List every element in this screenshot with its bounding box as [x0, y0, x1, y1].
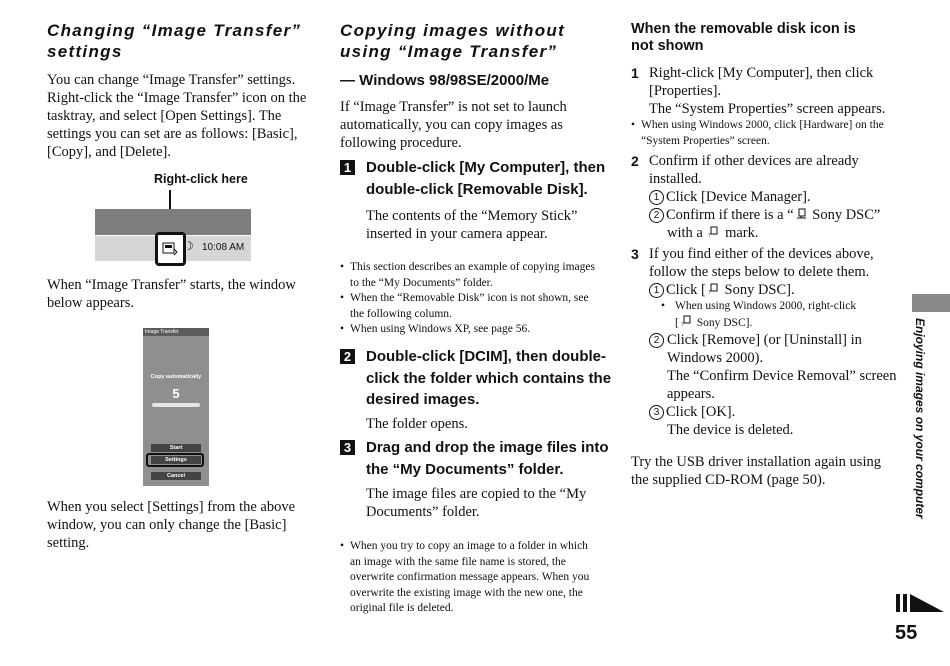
circled-number: 1: [649, 283, 664, 298]
window-title: Image Transfer: [145, 329, 179, 335]
progress-bar: [152, 403, 200, 407]
note-item: • This section describes an example of copying images to the “My Documents” folder.: [340, 260, 598, 291]
intro-paragraph: If “Image Transfer” is not set to launch automatically, you can copy images as following procedure.: [340, 99, 567, 151]
svg-text:?: ?: [680, 321, 684, 327]
window-titlebar: [143, 328, 209, 336]
step-1: [631, 64, 911, 118]
circled-number: 2: [649, 208, 664, 223]
substep-text: Click [Device Manager].: [666, 189, 811, 205]
step-number: 2: [631, 153, 639, 169]
chapter-label-text: Enjoying images on your computer: [913, 318, 927, 519]
title-line: settings: [47, 42, 123, 61]
settings-note: When you select [Settings] from the above window, you can only change the [Basic] setting.: [47, 499, 296, 551]
device-name: Sony DSC”: [808, 207, 881, 223]
os-subheading: — Windows 98/98SE/2000/Me: [340, 72, 550, 89]
step-1-notes: [340, 260, 598, 338]
substep-text: Confirm if there is a “: [666, 207, 794, 223]
footer-paragraph: Try the USB driver installation again using the supplied CD-ROM (page 50).: [631, 454, 881, 488]
note-item: • When the “Removable Disk” icon is not shown, see the following column.: [340, 291, 598, 322]
step-3: [631, 245, 911, 439]
step-body: The folder opens.: [366, 415, 468, 432]
start-button[interactable]: Start: [151, 444, 201, 452]
step-text: Right-click [My Computer], then click [Properties].: [649, 65, 874, 99]
substep: [649, 403, 911, 421]
countdown-number: 5: [172, 386, 180, 401]
transfer-icon: [162, 240, 178, 256]
substep-text: with a: [667, 225, 703, 241]
step-result: The “System Properties” screen appears.: [649, 101, 886, 117]
circled-number: 2: [649, 333, 664, 348]
settings-button[interactable]: Settings: [151, 456, 201, 464]
title-line: When the removable disk icon is: [631, 21, 856, 37]
intro-paragraph: You can change “Image Transfer” settings. Right-click the “Image Transfer” icon on the tasktray, and select [Open Settings]. The settings you can set are as follows: [Basic], [Copy], and [Delete].: [47, 72, 307, 160]
circled-number: 3: [649, 405, 664, 420]
title-line: using “Image Transfer”: [340, 42, 558, 61]
cancel-button[interactable]: Cancel: [151, 472, 201, 480]
svg-text:?: ?: [708, 233, 712, 238]
circled-number: 1: [649, 190, 664, 205]
substep-cont: [649, 224, 911, 242]
device-icon: [681, 315, 692, 327]
next-page-icon: [896, 592, 946, 614]
step-1-note: • When using Windows 2000, click [Hardware] on the “System Properties” screen.: [631, 118, 891, 149]
svg-text:?: ?: [707, 290, 711, 295]
step-2: [340, 346, 624, 433]
step-body: The image files are copied to the “My Documents” folder.: [366, 486, 587, 520]
substep-text: Click [Remove] (or [Uninstall] in Windows 2000).: [667, 332, 862, 366]
step-number: 1: [340, 160, 355, 175]
image-transfer-window: [143, 328, 209, 486]
step-number: 2: [340, 349, 355, 364]
note-item: • When you try to copy an image to a folder in which an image with the same file name is stored, the overwrite confirmation message appears. When you overwrite the existing image with the new one, the original file is deleted.: [340, 539, 598, 617]
step-3: [340, 437, 624, 521]
device-name: Sony DSC].: [693, 316, 753, 329]
bracket: [: [675, 316, 679, 329]
note-item: • When using Windows XP, see page 56.: [340, 322, 598, 338]
page-number: 55: [895, 622, 918, 644]
step-title: Double-click [My Computer], then double-click [Removable Disk].: [366, 159, 606, 198]
note-text-line2: [675, 315, 911, 332]
step-title: Double-click [DCIM], then double-click the folder which contains the desired images.: [366, 348, 612, 408]
tasktray-bar: [95, 235, 251, 261]
speaker-icon: ☽: [183, 239, 194, 253]
device-icon: [796, 208, 807, 220]
section-title: [47, 20, 317, 62]
title-line: not shown: [631, 38, 704, 54]
substep: [649, 281, 911, 299]
window-intro: When “Image Transfer” starts, the window below appears.: [47, 277, 296, 311]
section-title: [631, 21, 893, 55]
warning-mark-icon: [708, 226, 719, 238]
image-transfer-tray-icon[interactable]: [155, 232, 186, 266]
substep-note: • When using Windows 2000, right-click [ ? Sony DSC].: [649, 299, 911, 331]
substep-text: Click [: [666, 282, 706, 298]
step-text: If you find either of the devices above, follow the steps below to delete them.: [649, 246, 874, 280]
title-line: Copying images without: [340, 21, 566, 40]
step-1: [340, 157, 624, 243]
tasktray-figure: [94, 171, 254, 267]
device-icon: [708, 283, 719, 295]
section-title: [340, 20, 610, 62]
substep: [649, 331, 911, 367]
step-body: The contents of the “Memory Stick” inserted in your camera appear.: [366, 208, 578, 242]
chapter-label: [909, 318, 929, 528]
step-3-notes: [340, 539, 598, 617]
tray-clock: 10:08 AM: [202, 242, 245, 253]
step-number: 1: [631, 65, 639, 81]
title-line: Changing “Image Transfer”: [47, 21, 302, 40]
substep: [649, 188, 911, 206]
substep-text: mark.: [725, 225, 759, 241]
device-name: Sony DSC].: [720, 282, 795, 298]
note-text: When using Windows 2000, right-click: [675, 300, 857, 312]
copy-auto-label: Copy automatically: [150, 374, 202, 380]
step-number: 3: [340, 440, 355, 455]
step-text: Confirm if other devices are already installed.: [649, 153, 859, 187]
callout-label: Right-click here: [154, 172, 248, 186]
step-title: Drag and drop the image files into the “My Documents” folder.: [366, 439, 609, 478]
step-2: [631, 152, 911, 242]
step-number: 3: [631, 246, 639, 262]
substep-text: Click [OK].: [666, 404, 736, 420]
substep: [649, 206, 911, 224]
chapter-tab: [912, 294, 950, 312]
substep-result: The “Confirm Device Removal” screen appears.: [667, 368, 897, 402]
substep-result: The device is deleted.: [667, 422, 794, 438]
